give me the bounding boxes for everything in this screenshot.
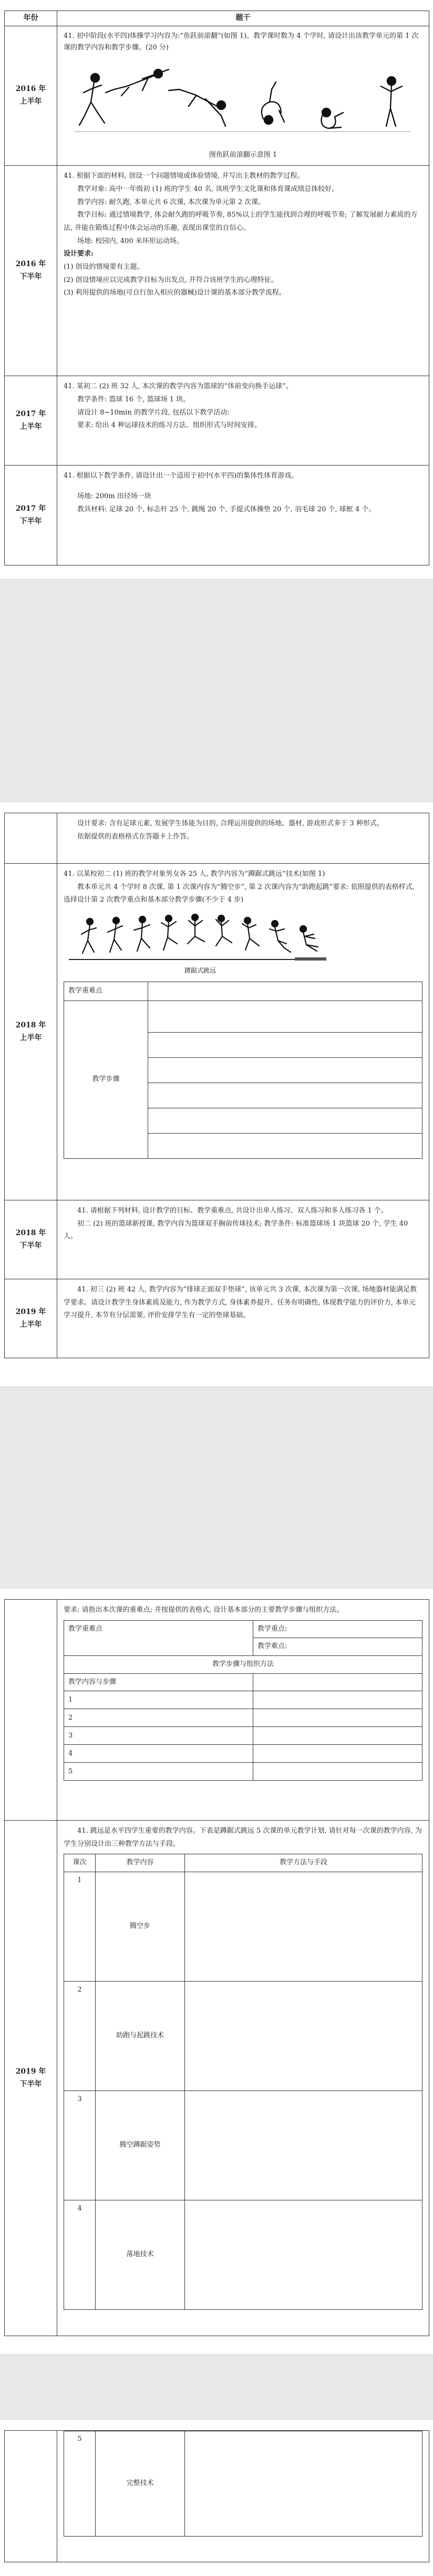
year-2018-second: 2018 年 下半年 [5,1200,57,1279]
plan-method-cell[interactable] [253,1745,422,1763]
plan-content-col: 教学内容与步骤 [64,1673,253,1691]
plan-method-cell[interactable] [253,1709,422,1727]
year-2017-first: 2017 年 上半年 [5,376,57,466]
question-text: 场地: 200m 田径场一块 [77,492,151,500]
lesson-col-content: 教学内容 [96,1854,185,1872]
forward-roll-illustration [64,58,421,147]
question-2016-second [57,166,429,376]
question-text: 场地: 校园内, 400 米环形运动场。 [77,237,183,245]
step-answer[interactable] [148,1108,422,1134]
requirement-item: (2) 创设情境应以完成教学目标为出发点, 并符合该班学生的心理特征。 [64,276,278,284]
question-text: 设计要求: 含有足球元素, 发展学生体能为目的, 合理运用提供的场地、器材, 游戏形式多于 3 种形式。 [77,820,384,827]
question-2019-first [57,1279,429,1358]
lesson-method-cell[interactable] [185,1982,422,2091]
lesson-content: 腾空蹲踞姿势 [96,2091,185,2200]
question-2018-second [57,1200,429,1279]
lesson-number: 3 [64,2091,96,2200]
plan-step[interactable]: 4 [64,1745,253,1763]
year-2016-second: 2016 年 下半年 [5,166,57,376]
question-text: 41. 某初二 (2) 班 32 人, 本次课的教学内容为篮球的“体前变向换手运球”。 [64,382,293,391]
lesson-content: 完整技术 [96,2431,185,2537]
plan-method-cell[interactable] [253,1763,422,1781]
question-2017-second [57,466,429,565]
year-2016-first: 2016 年 上半年 [5,26,57,166]
header-question: 题干 [57,11,429,26]
lesson-col-number: 课次 [64,1854,96,1872]
question-text: 教本单元共 4 个学时 8 次课, 第 1 次课内容为“腾空步”, 第 2 次课内容为“助跑起跳”要求: 依照提供的表格样式, 选择设计第 2 次教学重点和基本部分教学步骤(不少于 4 步) [64,883,415,904]
plan-table [64,1620,422,1781]
lesson-table [64,1854,422,2310]
step-answer[interactable] [148,1033,422,1058]
lesson-col-method: 教学方法与手段 [185,1854,422,1872]
question-2018-first [57,864,429,1200]
question-text: 41. 初三 (2) 班 42 人, 教学内容为“排球正面双手垫球”, 该单元共 3 次课, 本次课为第一次课, 场地器材能满足教学要求。请设计教学生身体素质及能力, 作为教学方式, 身体素养提升、任务有明确性, 体现教学能力的评价力, 本单元学习提升, 本节有分层需要, 评价安排学生有一定的垫球基础。 [64,1286,417,1320]
lesson-method-cell[interactable] [185,2091,422,2200]
plan-step[interactable]: 5 [64,1763,253,1781]
question-text: 依据提供的表格格式在答题卡上作答。 [77,832,194,841]
question-cont [57,2431,429,2562]
header-year: 年份 [5,11,57,26]
question-cont [57,1600,429,1821]
lesson-table-cont [64,2431,422,2537]
focus-answer[interactable] [148,982,422,1001]
page-4 [0,2420,433,2576]
question-text: 41. 请根据下列材料, 设计教学的目标、教学重难点, 共设计出单人练习、双人练习和多人练习各 1 个。 [77,1207,388,1215]
year-2017-second: 2017 年 下半年 [5,466,57,565]
plan-method-cell[interactable] [253,1691,422,1709]
lesson-method-cell[interactable] [185,1872,422,1982]
question-table-2 [4,813,429,1358]
year-cont [5,813,57,864]
plan-difficulty[interactable]: 教学难点: [253,1638,422,1656]
design-table [64,982,422,1159]
requirement-item: (3) 利用提供的场地(可自行加入相应的器械)设计课的基本部分教学流程。 [64,289,286,297]
question-table-3 [4,1599,429,2336]
question-text: 请设计 8~10min 的教学片段, 包括以下教学活动: [77,408,230,417]
question-2016-first [57,26,429,166]
question-2017-first [57,376,429,466]
requirement-item: (1) 创设的情境要有主题。 [64,263,144,271]
question-text: 要求: 请指出本次课的重难点; 并按提供的表格式, 设计基本部分的主要教学步骤与组织方法。 [64,1606,344,1614]
question-text: 41. 跳远是水平四学生重要的教学内容。下表是蹲踞式跳远 5 次课的单元教学计划, 请针对每一次课的教学内容, 为学生分别设计出三种教学方法与手段。 [64,1827,422,1848]
plan-step[interactable]: 1 [64,1691,253,1709]
forward-roll-figure [64,58,422,147]
question-table-4 [4,2430,429,2562]
year-2018-first: 2018 年 上半年 [5,864,57,1200]
question-text: 41. 根据以下教学条件, 请设计出一个适用于初中(水平四)的集体性体育游戏。 [64,472,298,480]
question-text: 教学条件: 篮球 16 个, 篮球场 1 块。 [77,395,190,403]
question-text: 教具材料: 足球 20 个, 标志杆 25 个, 跳绳 20 个, 手提式体操垫 20 个, 羽毛球 20 个, 球框 4 个。 [77,505,376,513]
plan-step[interactable]: 2 [64,1709,253,1727]
year-2019-first: 2019 年 上半年 [5,1279,57,1358]
question-text: 教学对象: 高中一年级初 (1) 班的学生 40 名, 该班学生文化课和体育课成绩总体较好。 [77,185,339,193]
lesson-number: 5 [64,2431,96,2537]
question-text: 要求: 给出 4 种运球技术的练习方法、组织形式与时间安排。 [77,421,262,430]
page-3 [0,1589,433,2354]
lesson-method-cell[interactable] [185,2200,422,2310]
question-text: 41. 初中阶段(水平四)体操学习内容为:“鱼跃前滚翻”(如图 1)。教学课时数为 4 个学时, 请设计出该教学单元的第 1 次课的教学内容和教学步骤。(20 分) [64,32,419,52]
year-cont [5,1600,57,1821]
long-jump-figure [64,911,422,974]
lesson-number: 4 [64,2200,96,2310]
question-2019-second [57,1821,429,2336]
page-1 [0,0,433,579]
year-cont [5,2431,57,2562]
step-answer[interactable] [148,1058,422,1083]
figure-caption: 蹲踞式跳远 [184,967,216,975]
plan-step[interactable]: 3 [64,1727,253,1745]
requirement-title: 设计要求: [64,250,94,258]
lesson-content: 腾空步 [96,1872,185,1982]
lesson-number: 2 [64,1982,96,2091]
step-answer[interactable] [148,1001,422,1033]
question-text: 41. 根据下面的材料, 创设一个问题情境或体验情境, 并写出主教材的教学过程。 [64,172,304,180]
plan-method-cell[interactable] [253,1727,422,1745]
lesson-content: 助跑与起跳技术 [96,1982,185,2091]
plan-focus-label: 教学重难点 [64,1620,253,1655]
question-text: 教学目标: 通过情境教学, 体会耐久跑的呼吸节奏, 85%以上的学生能找到合理的呼吸节奏; 了解发展耐力素质的方法, 并能在锻炼过程中体会运动的乐趣, 表现出课堂的自信心。 [64,211,418,233]
question-text: 41. 以某校初二 (1) 班的教学对象男女各 25 人, 教学内容为“蹲踞式跳远”技术(如图 1) [64,870,325,878]
lesson-content: 落地技术 [96,2200,185,2310]
page-2 [0,802,433,1386]
question-cont [57,813,429,864]
question-text: 初二 (2) 班的篮球新授课, 教学内容为篮球双手胸前传球技术; 教学条件: 标准篮球场 1 块篮球 20 个, 学生 40 人。 [64,1219,408,1241]
steps-label: 教学步骤 [64,1001,148,1159]
lesson-method-cell[interactable] [185,2431,422,2537]
question-text: 教学内容: 耐久跑, 本单元共 6 次课, 本次课为单元第 2 次课。 [77,198,265,206]
step-answer[interactable] [148,1083,422,1108]
lesson-number: 1 [64,1872,96,1982]
plan-key-point[interactable]: 教学重点: [253,1620,422,1638]
focus-label: 教学重难点 [64,982,148,1001]
step-answer[interactable] [148,1134,422,1159]
year-2019-second: 2019 年 下半年 [5,1821,57,2336]
figure-caption: 图鱼跃前滚翻示意图 1 [209,151,277,159]
plan-method-col [253,1673,422,1691]
plan-methods-title: 教学步骤与组织方法 [64,1656,422,1674]
question-table-1 [4,11,429,565]
